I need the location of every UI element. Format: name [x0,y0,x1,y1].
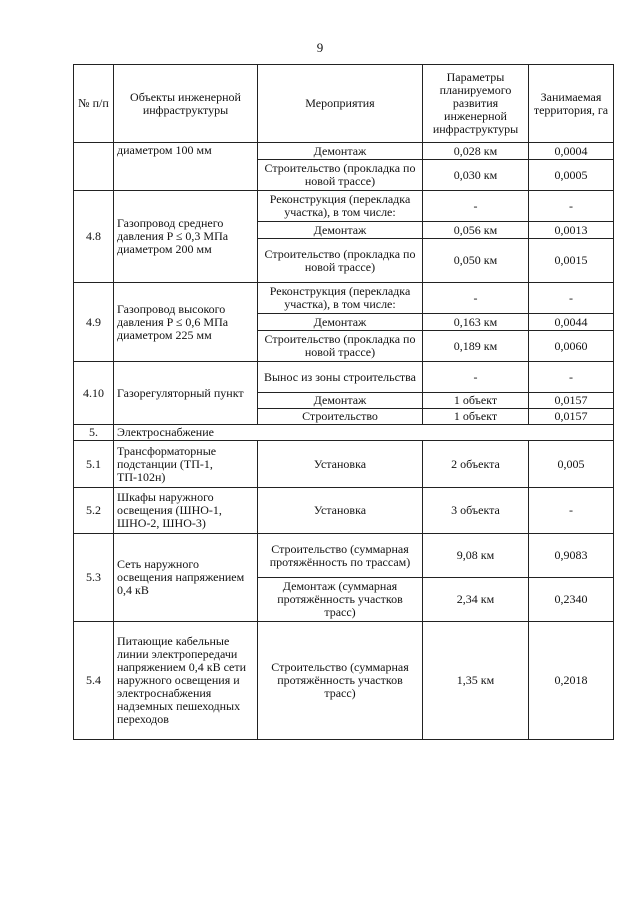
measure-cell: Строительство (суммарная протяжённость по трассам) [258,534,423,578]
section-row [74,425,614,441]
header-num: № п/п [74,65,114,143]
row-num-cell: 5.3 [74,534,114,622]
param-cell: 0,056 км [423,222,529,239]
header-object: Объекты инженерной инфраструктуры [114,65,258,143]
table-row [74,534,614,578]
area-cell: 0,2018 [529,622,614,740]
param-cell: 0,050 км [423,239,529,283]
measure-cell: Строительство (прокладка по новой трассе) [258,239,423,283]
row-num-cell: 5.4 [74,622,114,740]
measure-cell: Реконструкция (перекладка участка), в том числе: [258,283,423,314]
param-cell: 0,028 км [423,143,529,160]
area-cell: - [529,362,614,393]
object-cell: Питающие кабельные линии электропередачи напряжением 0,4 кВ сети наружного освещения и электроснабжения надземных пешеходных переходов [114,622,258,740]
table-row [74,441,614,488]
section-title: Электроснабжение [114,425,614,441]
row-num-cell: 5.1 [74,441,114,488]
object-cell: Газопровод высокого давления P ≤ 0,6 МПа диаметром 225 мм [114,283,258,362]
param-cell: 2,34 км [423,578,529,622]
measure-cell: Установка [258,441,423,488]
param-cell: 0,030 км [423,160,529,191]
object-cell: Газопровод среднего давления P ≤ 0,3 МПа диаметром 200 мм [114,191,258,283]
area-cell: 0,0015 [529,239,614,283]
param-cell: 1 объект [423,393,529,409]
measure-cell: Установка [258,488,423,534]
table-header-row [74,65,614,143]
param-cell: 2 объекта [423,441,529,488]
param-cell: - [423,362,529,393]
param-cell: 9,08 км [423,534,529,578]
area-cell: - [529,191,614,222]
measure-cell: Демонтаж [258,143,423,160]
row-num-cell: 4.9 [74,283,114,362]
section-num: 5. [74,425,114,441]
measure-cell: Строительство (прокладка по новой трассе) [258,160,423,191]
param-cell: - [423,283,529,314]
measure-cell: Строительство (прокладка по новой трассе) [258,331,423,362]
measure-cell: Демонтаж [258,393,423,409]
table-row [74,143,614,160]
infrastructure-table [73,64,614,740]
area-cell: 0,0004 [529,143,614,160]
area-cell: 0,2340 [529,578,614,622]
row-num-cell [74,143,114,191]
row-num-cell: 4.8 [74,191,114,283]
param-cell: 0,163 км [423,314,529,331]
measure-cell: Вынос из зоны строительства [258,362,423,393]
row-num-cell: 4.10 [74,362,114,425]
area-cell: 0,0157 [529,409,614,425]
object-cell: Шкафы наружного освещения (ШНО-1, ШНО-2, ШНО-3) [114,488,258,534]
measure-cell: Демонтаж (суммарная протяжённость участков трасс) [258,578,423,622]
measure-cell: Строительство [258,409,423,425]
header-params: Параметры планируемого развития инженерной инфраструктуры [423,65,529,143]
param-cell: 1,35 км [423,622,529,740]
area-cell: - [529,488,614,534]
area-cell: 0,0005 [529,160,614,191]
area-cell: 0,005 [529,441,614,488]
area-cell: 0,0157 [529,393,614,409]
object-cell: диаметром 100 мм [114,143,258,191]
area-cell: 0,0013 [529,222,614,239]
param-cell: 0,189 км [423,331,529,362]
measure-cell: Демонтаж [258,222,423,239]
table-row [74,191,614,222]
table-row [74,362,614,393]
param-cell: 3 объекта [423,488,529,534]
param-cell: 1 объект [423,409,529,425]
area-cell: 0,9083 [529,534,614,578]
area-cell: 0,0044 [529,314,614,331]
header-area: Занимаемая территория, га [529,65,614,143]
object-cell: Трансформаторные подстанции (ТП-1, ТП-102н) [114,441,258,488]
table-row [74,283,614,314]
area-cell: - [529,283,614,314]
row-num-cell: 5.2 [74,488,114,534]
measure-cell: Строительство (суммарная протяжённость участков трасс) [258,622,423,740]
measure-cell: Реконструкция (перекладка участка), в том числе: [258,191,423,222]
measure-cell: Демонтаж [258,314,423,331]
table-row [74,488,614,534]
page-number: 9 [316,40,324,55]
header-measures: Мероприятия [258,65,423,143]
object-cell: Газорегуляторный пункт [114,362,258,425]
area-cell: 0,0060 [529,331,614,362]
param-cell: - [423,191,529,222]
object-cell: Сеть наружного освещения напряжением 0,4 кВ [114,534,258,622]
table-row [74,622,614,740]
